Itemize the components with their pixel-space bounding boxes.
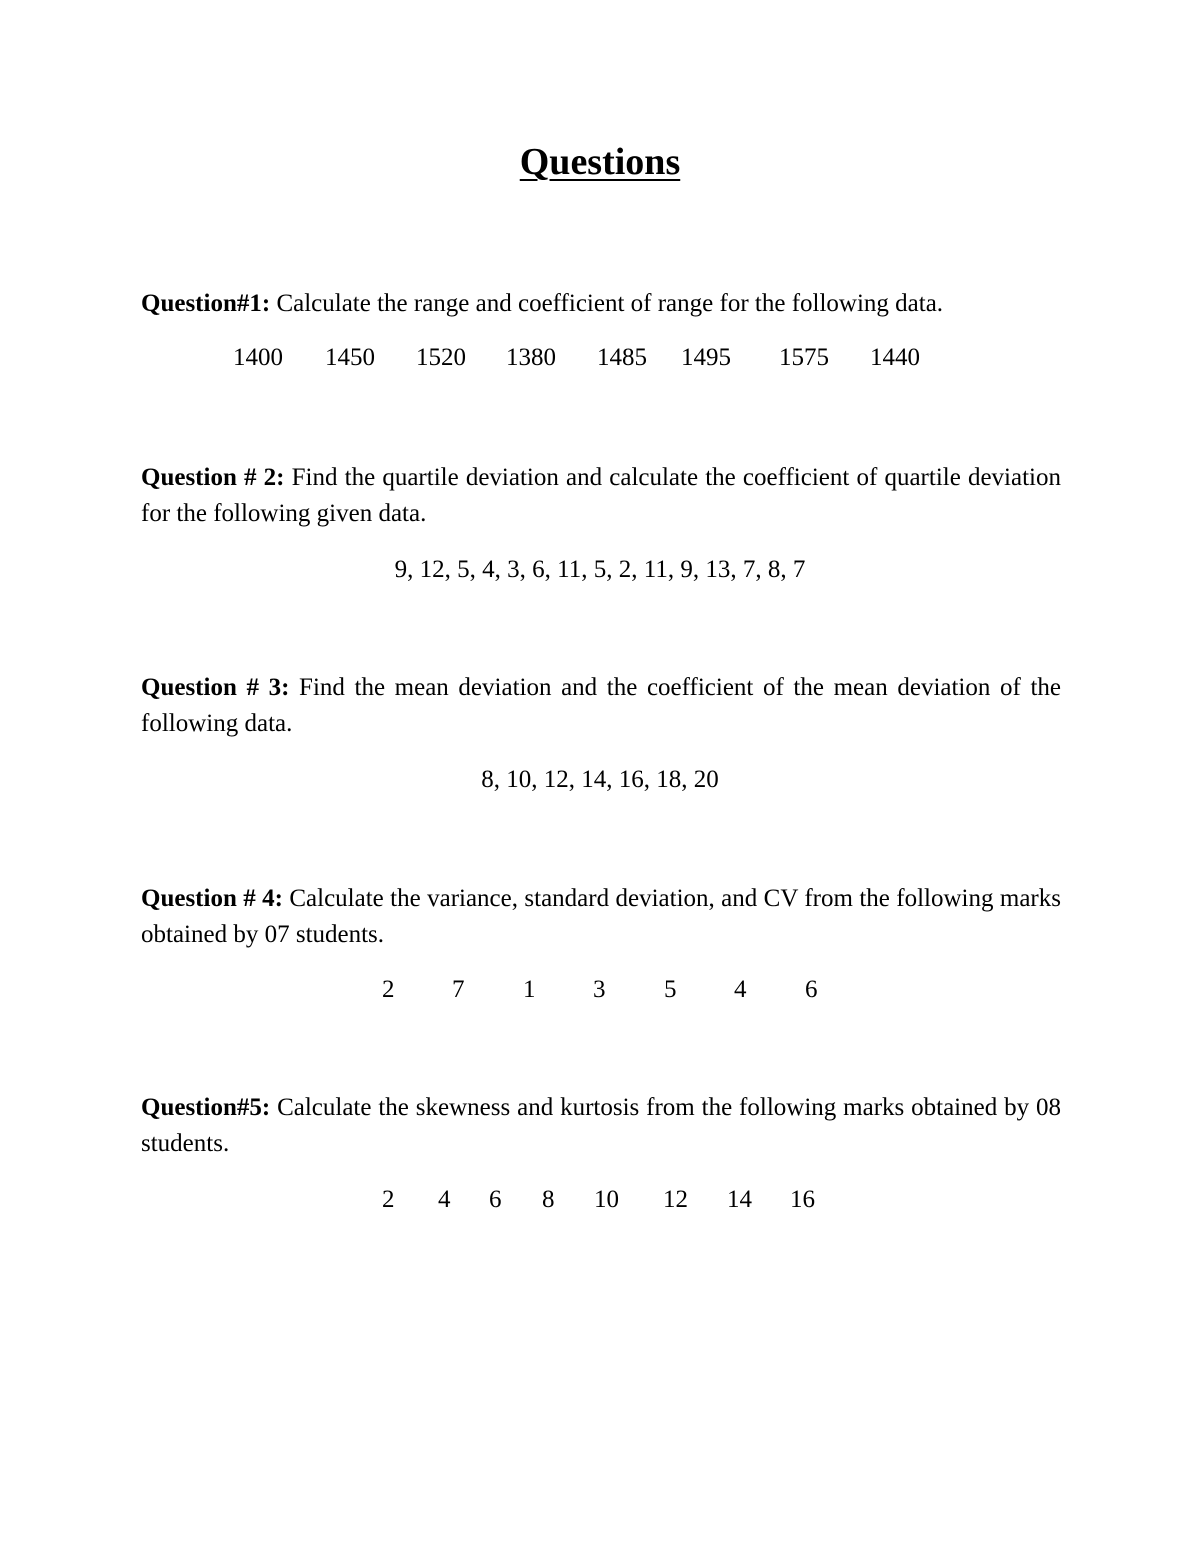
question-2 — [141, 460, 1061, 532]
data-value: 1 — [523, 976, 536, 1003]
question-2-text: Find the quartile deviation and calculate the coefficient of quartile deviation for the following given data. — [141, 464, 1061, 527]
data-value: 1495 — [681, 344, 731, 371]
question-4 — [141, 881, 1061, 953]
question-1-data — [0, 340, 1200, 376]
data-value: 1380 — [506, 344, 556, 371]
question-3 — [141, 670, 1061, 742]
question-3-text: Find the mean deviation and the coefficient of the mean deviation of the following data. — [141, 674, 1061, 737]
question-5-data — [0, 1182, 1200, 1218]
data-value: 1520 — [416, 344, 466, 371]
question-3-label: Question # 3: — [141, 674, 290, 701]
data-value: 1485 — [597, 344, 647, 371]
data-value: 1575 — [779, 344, 829, 371]
question-4-text: Calculate the variance, standard deviation, and CV from the following marks obtained by 07 students. — [141, 885, 1061, 948]
data-value: 3 — [593, 976, 606, 1003]
data-value: 1400 — [233, 344, 283, 371]
page-title: Questions — [519, 141, 681, 183]
data-value: 4 — [734, 976, 747, 1003]
data-value: 12 — [663, 1186, 688, 1213]
question-1-label: Question#1: — [141, 290, 271, 317]
data-value: 4 — [438, 1186, 451, 1213]
question-5-label: Question#5: — [141, 1094, 271, 1121]
data-value: 6 — [489, 1186, 502, 1213]
data-value: 2 — [382, 1186, 395, 1213]
data-value: 1450 — [325, 344, 375, 371]
question-3-data: 8, 10, 12, 14, 16, 18, 20 — [481, 766, 719, 793]
question-4-label: Question # 4: — [141, 885, 283, 912]
question-1-text: Calculate the range and coefficient of range for the following data. — [270, 290, 944, 317]
data-value: 10 — [594, 1186, 619, 1213]
data-value: 7 — [452, 976, 465, 1003]
question-2-label: Question # 2: — [141, 464, 285, 491]
data-value: 5 — [664, 976, 677, 1003]
data-value: 14 — [727, 1186, 752, 1213]
question-4-data — [0, 972, 1200, 1008]
question-5 — [141, 1090, 1061, 1162]
data-value: 16 — [790, 1186, 815, 1213]
question-5-text: Calculate the skewness and kurtosis from the following marks obtained by 08 students. — [141, 1094, 1061, 1157]
data-value: 1440 — [870, 344, 920, 371]
question-2-data: 9, 12, 5, 4, 3, 6, 11, 5, 2, 11, 9, 13, 7, 8, 7 — [394, 556, 806, 583]
question-1 — [141, 286, 1061, 322]
data-value: 2 — [382, 976, 395, 1003]
data-value: 6 — [805, 976, 818, 1003]
data-value: 8 — [542, 1186, 555, 1213]
